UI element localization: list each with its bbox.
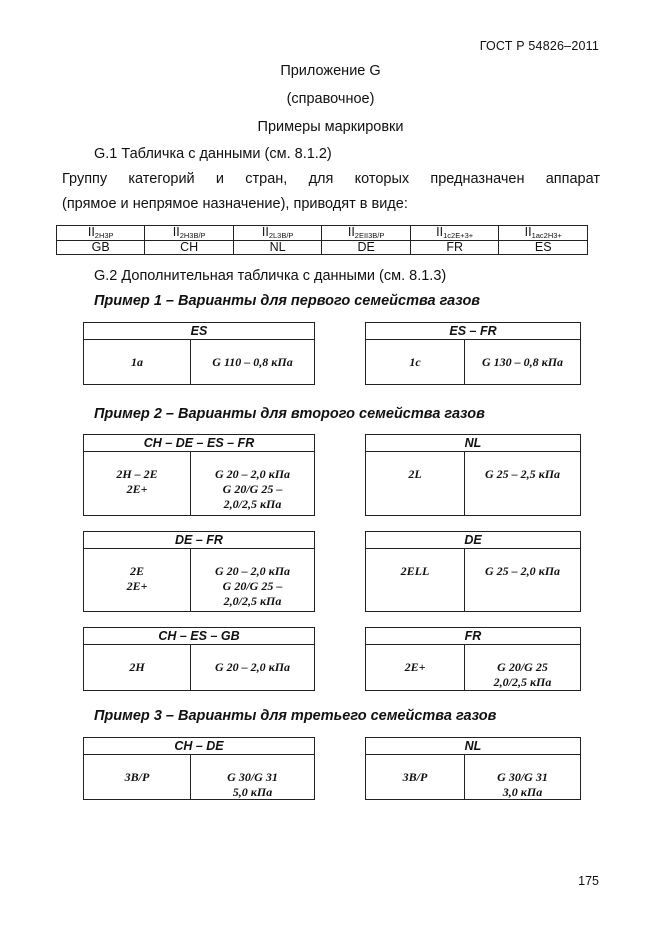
plate-category: 2E 2E+ [84,549,191,611]
plate-gas-pressure: G 130 – 0,8 кПа [481,355,564,369]
marking-plate [83,737,315,800]
country-cell: FR [410,241,499,255]
marking-plate [365,531,581,612]
plate-country-header: ES [84,323,314,340]
country-row [57,241,588,255]
marking-plate [365,434,581,516]
plate-category: 2H – 2E 2E+ [84,452,191,515]
plate-category: 1c [366,340,465,384]
example2-heading: Пример 2 – Варианты для второго семейства газов [94,406,485,422]
plate-country-header: DE – FR [84,532,314,549]
plate-gas-pressure: G 110 – 0,8 кПа [212,355,293,369]
annex-title: Приложение G [280,63,381,79]
annex-kind: (справочное) [286,91,375,107]
plate-category: 2H [84,645,191,690]
plate-category: 2E+ [366,645,465,690]
country-cell: GB [57,241,145,255]
section-g1-heading: G.1 Табличка с данными (см. 8.1.2) [94,146,332,162]
marking-plate [83,434,315,516]
plate-gas-pressure: G 25 – 2,5 кПа [484,467,561,481]
plate-gas-pressure: G 20 – 2,0 кПа G 20/G 25 – 2,0/2,5 кПа [214,564,291,608]
marking-plate [365,322,581,385]
standard-designation: ГОСТ Р 54826–2011 [479,39,599,53]
annex-name: Примеры маркировки [257,119,404,135]
plate-category: 2L [366,452,465,515]
plate-category: 2ELL [366,549,465,611]
example1-heading: Пример 1 – Варианты для первого семейства газов [94,293,481,309]
marking-plate [365,627,581,691]
section-g1-text-line1: Группу категорий и стран, для которых предназначен аппарат [62,171,600,187]
example3-heading: Пример 3 – Варианты для третьего семейства газов [94,708,497,724]
plate-country-header: NL [366,738,580,755]
country-cell: NL [233,241,321,255]
category-cell: $II_{2L3B/P}$ [233,226,321,241]
page-number: 175 [578,874,599,888]
category-cell: $II_{2H3P}$ [57,226,145,241]
plate-country-header: DE [366,532,580,549]
plate-category: 3B/P [366,755,465,799]
section-g1-text-line2: (прямое и непрямое назначение), приводят в виде: [62,196,408,212]
plate-category: 1a [84,340,191,384]
section-g2-heading: G.2 Дополнительная табличка с данными (см. 8.1.3) [94,268,447,284]
plate-category: 3B/P [84,755,191,799]
plate-country-header: CH – ES – GB [84,628,314,645]
plate-gas-pressure: G 20 – 2,0 кПа G 20/G 25 – 2,0/2,5 кПа [214,467,291,511]
plate-gas-pressure: G 25 – 2,0 кПа [484,564,561,578]
plate-country-header: NL [366,435,580,452]
category-country-table [56,225,588,255]
plate-gas-pressure: G 30/G 31 3,0 кПа [497,770,548,799]
plate-country-header: CH – DE [84,738,314,755]
category-cell: $II_{2H3B/P}$ [145,226,233,241]
plate-gas-pressure: G 20 – 2,0 кПа [214,660,291,674]
plate-country-header: CH – DE – ES – FR [84,435,314,452]
plate-country-header: FR [366,628,580,645]
marking-plate [83,322,315,385]
category-cell: $II_{1c2E+3+}$ [410,226,499,241]
country-cell: DE [322,241,411,255]
category-cell: $II_{2EII3B/P}$ [322,226,411,241]
marking-plate [83,627,315,691]
marking-plate [365,737,581,800]
plate-country-header: ES – FR [366,323,580,340]
plate-gas-pressure: G 30/G 31 5,0 кПа [227,770,278,799]
marking-plate [83,531,315,612]
category-row [57,226,588,241]
plate-gas-pressure: G 20/G 25 2,0/2,5 кПа [493,660,552,689]
country-cell: CH [145,241,233,255]
category-cell: $II_{1ac2H3+}$ [499,226,588,241]
country-cell: ES [499,241,588,255]
